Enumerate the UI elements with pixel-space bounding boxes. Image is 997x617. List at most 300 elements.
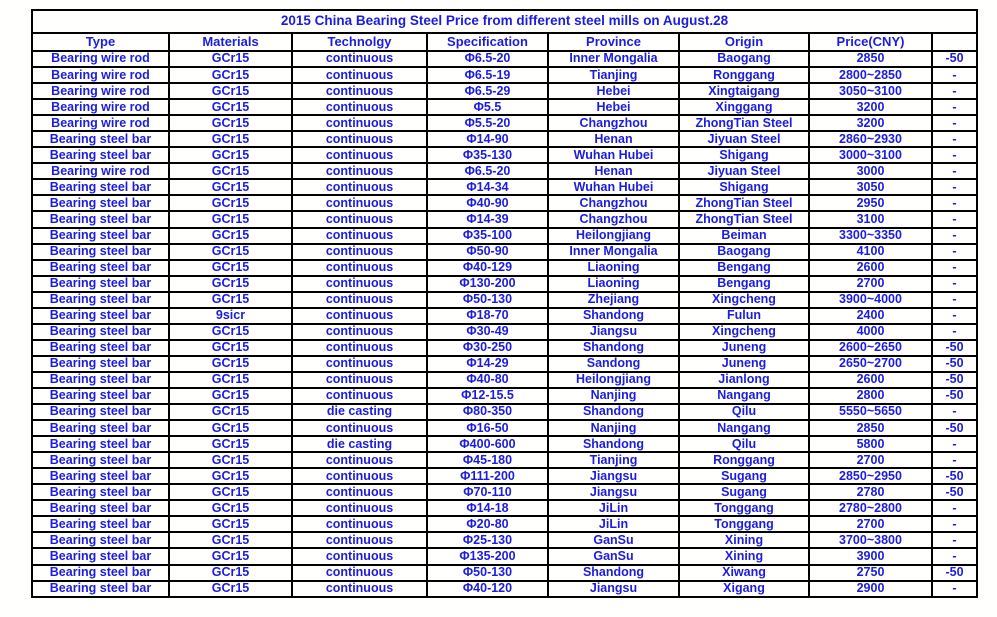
table-row: [32, 131, 977, 147]
table-cell: Φ50-130: [427, 292, 548, 308]
table-row: [32, 484, 977, 500]
table-cell: Juneng: [679, 356, 809, 372]
table-cell: Φ40-90: [427, 195, 548, 211]
table-cell: Henan: [548, 131, 679, 147]
table-row: [32, 340, 977, 356]
table-cell: Tianjing: [548, 67, 679, 83]
table-cell: Xinggang: [679, 99, 809, 115]
table-cell: Changzhou: [548, 211, 679, 227]
table-cell: Jianlong: [679, 372, 809, 388]
table-cell: GCr15: [169, 404, 292, 420]
column-header-province: Province: [548, 33, 679, 51]
table-row: [32, 452, 977, 468]
table-row: [32, 99, 977, 115]
table-row: [32, 179, 977, 195]
table-cell: Bearing steel bar: [32, 147, 169, 163]
table-cell: Φ35-130: [427, 147, 548, 163]
table-cell: Fulun: [679, 308, 809, 324]
column-header-technolgy: Technolgy: [292, 33, 427, 51]
table-cell: Bearing steel bar: [32, 484, 169, 500]
table-cell: Jiangsu: [548, 581, 679, 597]
table-cell: Wuhan Hubei: [548, 179, 679, 195]
table-cell: Nanjing: [548, 420, 679, 436]
table-cell: -: [932, 452, 977, 468]
table-cell: Jiyuan Steel: [679, 163, 809, 179]
table-cell: continuous: [292, 195, 427, 211]
table-cell: Ronggang: [679, 67, 809, 83]
column-header-materials: Materials: [169, 33, 292, 51]
table-cell: GCr15: [169, 179, 292, 195]
table-cell: Φ30-250: [427, 340, 548, 356]
table-cell: Shandong: [548, 308, 679, 324]
table-cell: 2650~2700: [809, 356, 932, 372]
table-cell: -: [932, 99, 977, 115]
table-cell: 2600: [809, 260, 932, 276]
table-row: [32, 565, 977, 581]
title-row: [32, 10, 977, 33]
table-cell: 2700: [809, 276, 932, 292]
table-cell: 3900: [809, 548, 932, 564]
column-header-type: Type: [32, 33, 169, 51]
table-cell: Φ16-50: [427, 420, 548, 436]
table-row: [32, 147, 977, 163]
table-cell: Bearing wire rod: [32, 115, 169, 131]
table-cell: -50: [932, 388, 977, 404]
table-cell: Φ12-15.5: [427, 388, 548, 404]
table-cell: JiLin: [548, 500, 679, 516]
table-row: [32, 581, 977, 597]
table-cell: Tonggang: [679, 516, 809, 532]
table-cell: continuous: [292, 565, 427, 581]
table-cell: Φ14-39: [427, 211, 548, 227]
table-cell: Shigang: [679, 179, 809, 195]
table-row: [32, 468, 977, 484]
table-cell: GCr15: [169, 436, 292, 452]
table-cell: Φ5.5-20: [427, 115, 548, 131]
table-cell: Bearing steel bar: [32, 468, 169, 484]
table-cell: -: [932, 308, 977, 324]
table-cell: Xigang: [679, 581, 809, 597]
table-row: [32, 83, 977, 99]
table-cell: GCr15: [169, 372, 292, 388]
table-cell: Inner Mongalia: [548, 244, 679, 260]
table-cell: 2600: [809, 372, 932, 388]
table-cell: 2400: [809, 308, 932, 324]
table-cell: Φ50-130: [427, 565, 548, 581]
table-cell: Shigang: [679, 147, 809, 163]
table-cell: Hebei: [548, 99, 679, 115]
table-row: [32, 163, 977, 179]
table-cell: Φ18-70: [427, 308, 548, 324]
table-cell: Heilongjiang: [548, 372, 679, 388]
table-cell: Bearing steel bar: [32, 356, 169, 372]
table-cell: -: [932, 292, 977, 308]
table-row: [32, 292, 977, 308]
table-cell: -: [932, 244, 977, 260]
table-cell: GCr15: [169, 388, 292, 404]
table-cell: -: [932, 131, 977, 147]
table-cell: 3200: [809, 99, 932, 115]
table-cell: GCr15: [169, 356, 292, 372]
table-cell: GCr15: [169, 51, 292, 67]
table-cell: GCr15: [169, 147, 292, 163]
table-cell: -: [932, 195, 977, 211]
table-cell: -: [932, 548, 977, 564]
table-cell: -50: [932, 565, 977, 581]
table-cell: Liaoning: [548, 276, 679, 292]
table-cell: Φ20-80: [427, 516, 548, 532]
table-cell: Xingtaigang: [679, 83, 809, 99]
table-cell: continuous: [292, 51, 427, 67]
column-header-specification: Specification: [427, 33, 548, 51]
table-cell: GCr15: [169, 67, 292, 83]
table-cell: -: [932, 436, 977, 452]
table-cell: Bearing steel bar: [32, 500, 169, 516]
table-row: [32, 228, 977, 244]
table-title: 2015 China Bearing Steel Price from different steel mills on August.28: [32, 10, 977, 33]
table-row: [32, 548, 977, 564]
table-cell: -50: [932, 356, 977, 372]
table-cell: GCr15: [169, 484, 292, 500]
table-cell: Bearing steel bar: [32, 581, 169, 597]
table-cell: GCr15: [169, 340, 292, 356]
table-cell: -50: [932, 420, 977, 436]
table-cell: -50: [932, 468, 977, 484]
table-cell: GanSu: [548, 548, 679, 564]
table-cell: Bearing steel bar: [32, 565, 169, 581]
table-row: [32, 372, 977, 388]
table-cell: continuous: [292, 308, 427, 324]
table-cell: Jiangsu: [548, 324, 679, 340]
table-cell: Bearing wire rod: [32, 51, 169, 67]
table-cell: continuous: [292, 260, 427, 276]
table-cell: JiLin: [548, 516, 679, 532]
table-row: [32, 324, 977, 340]
table-cell: Φ135-200: [427, 548, 548, 564]
table-cell: -: [932, 115, 977, 131]
table-cell: Xingcheng: [679, 324, 809, 340]
table-cell: Bearing steel bar: [32, 532, 169, 548]
table-row: [32, 195, 977, 211]
table-cell: 3200: [809, 115, 932, 131]
table-cell: Jiyuan Steel: [679, 131, 809, 147]
table-cell: continuous: [292, 548, 427, 564]
table-row: [32, 420, 977, 436]
table-cell: Bearing steel bar: [32, 276, 169, 292]
table-cell: continuous: [292, 484, 427, 500]
table-cell: GCr15: [169, 420, 292, 436]
table-cell: Φ400-600: [427, 436, 548, 452]
table-row: [32, 67, 977, 83]
table-cell: 2800~2850: [809, 67, 932, 83]
table-cell: GCr15: [169, 228, 292, 244]
table-row: [32, 356, 977, 372]
table-cell: Nangang: [679, 388, 809, 404]
table-cell: GCr15: [169, 99, 292, 115]
table-cell: -50: [932, 484, 977, 500]
table-cell: 3050: [809, 179, 932, 195]
table-row: [32, 516, 977, 532]
table-cell: GCr15: [169, 581, 292, 597]
table-cell: Φ45-180: [427, 452, 548, 468]
table-cell: Φ6.5-29: [427, 83, 548, 99]
table-cell: 2780~2800: [809, 500, 932, 516]
table-cell: continuous: [292, 340, 427, 356]
header-row: [32, 33, 977, 51]
table-body: [32, 51, 977, 597]
table-cell: -: [932, 276, 977, 292]
table-cell: Nangang: [679, 420, 809, 436]
table-cell: Bearing wire rod: [32, 163, 169, 179]
table-cell: -: [932, 404, 977, 420]
table-row: [32, 51, 977, 67]
table-cell: Bearing wire rod: [32, 83, 169, 99]
table-cell: Bearing steel bar: [32, 372, 169, 388]
table-cell: Φ130-200: [427, 276, 548, 292]
table-row: [32, 276, 977, 292]
table-cell: GCr15: [169, 532, 292, 548]
table-cell: Φ14-18: [427, 500, 548, 516]
table-cell: GCr15: [169, 548, 292, 564]
table-cell: Bearing steel bar: [32, 436, 169, 452]
table-cell: Qilu: [679, 436, 809, 452]
table-cell: Bearing steel bar: [32, 340, 169, 356]
table-cell: GCr15: [169, 565, 292, 581]
table-cell: Bearing steel bar: [32, 308, 169, 324]
table-cell: Shandong: [548, 436, 679, 452]
table-cell: Bearing wire rod: [32, 99, 169, 115]
table-cell: Shandong: [548, 340, 679, 356]
table-cell: Bearing steel bar: [32, 420, 169, 436]
table-cell: 2950: [809, 195, 932, 211]
table-cell: -: [932, 500, 977, 516]
table-cell: 2800: [809, 388, 932, 404]
table-cell: Liaoning: [548, 260, 679, 276]
table-cell: GCr15: [169, 115, 292, 131]
table-row: [32, 404, 977, 420]
table-cell: 2750: [809, 565, 932, 581]
table-cell: 2850: [809, 51, 932, 67]
table-cell: Sugang: [679, 484, 809, 500]
table-cell: -: [932, 324, 977, 340]
table-cell: GCr15: [169, 276, 292, 292]
table-cell: Changzhou: [548, 195, 679, 211]
column-header-blank: [932, 33, 977, 51]
table-cell: GCr15: [169, 324, 292, 340]
table-cell: continuous: [292, 99, 427, 115]
table-cell: continuous: [292, 115, 427, 131]
table-cell: Hebei: [548, 83, 679, 99]
table-cell: Φ40-80: [427, 372, 548, 388]
table-cell: Baogang: [679, 244, 809, 260]
table-cell: Bearing steel bar: [32, 324, 169, 340]
table-cell: GCr15: [169, 244, 292, 260]
table-cell: continuous: [292, 532, 427, 548]
table-row: [32, 388, 977, 404]
table-cell: Bearing steel bar: [32, 211, 169, 227]
table-cell: Nanjing: [548, 388, 679, 404]
table-cell: Bearing steel bar: [32, 228, 169, 244]
table-cell: Bearing steel bar: [32, 244, 169, 260]
table-cell: 4000: [809, 324, 932, 340]
table-row: [32, 211, 977, 227]
table-cell: GCr15: [169, 83, 292, 99]
table-cell: Bearing wire rod: [32, 67, 169, 83]
table-cell: Φ5.5: [427, 99, 548, 115]
table-cell: continuous: [292, 516, 427, 532]
table-cell: Φ14-90: [427, 131, 548, 147]
table-cell: Bearing steel bar: [32, 516, 169, 532]
table-cell: Φ25-130: [427, 532, 548, 548]
table-cell: Changzhou: [548, 115, 679, 131]
column-header-origin: Origin: [679, 33, 809, 51]
table-cell: GCr15: [169, 195, 292, 211]
table-cell: Bearing steel bar: [32, 452, 169, 468]
table-cell: 3000~3100: [809, 147, 932, 163]
table-cell: -50: [932, 340, 977, 356]
table-cell: ZhongTian Steel: [679, 115, 809, 131]
table-cell: Jiangsu: [548, 468, 679, 484]
table-cell: Φ6.5-20: [427, 51, 548, 67]
table-cell: GanSu: [548, 532, 679, 548]
table-cell: continuous: [292, 131, 427, 147]
table-cell: -: [932, 163, 977, 179]
table-cell: 3900~4000: [809, 292, 932, 308]
table-cell: Xining: [679, 548, 809, 564]
table-cell: Inner Mongalia: [548, 51, 679, 67]
table-cell: Φ50-90: [427, 244, 548, 260]
table-row: [32, 532, 977, 548]
table-cell: -: [932, 532, 977, 548]
table-cell: Wuhan Hubei: [548, 147, 679, 163]
table-cell: -50: [932, 372, 977, 388]
table-cell: Φ40-120: [427, 581, 548, 597]
table-cell: GCr15: [169, 163, 292, 179]
table-cell: die casting: [292, 404, 427, 420]
table-cell: Bearing steel bar: [32, 548, 169, 564]
table-cell: 5550~5650: [809, 404, 932, 420]
table-cell: continuous: [292, 67, 427, 83]
table-cell: Beiman: [679, 228, 809, 244]
table-cell: Henan: [548, 163, 679, 179]
table-row: [32, 115, 977, 131]
table-cell: Φ35-100: [427, 228, 548, 244]
table-cell: Φ6.5-20: [427, 163, 548, 179]
table-cell: continuous: [292, 244, 427, 260]
table-cell: Bearing steel bar: [32, 179, 169, 195]
table-cell: Zhejiang: [548, 292, 679, 308]
table-cell: GCr15: [169, 468, 292, 484]
table-cell: Sugang: [679, 468, 809, 484]
table-cell: continuous: [292, 83, 427, 99]
table-cell: continuous: [292, 228, 427, 244]
table-cell: -50: [932, 51, 977, 67]
table-cell: ZhongTian Steel: [679, 211, 809, 227]
table-cell: -: [932, 581, 977, 597]
table-cell: Heilongjiang: [548, 228, 679, 244]
table-cell: continuous: [292, 500, 427, 516]
table-cell: -: [932, 83, 977, 99]
table-cell: 3700~3800: [809, 532, 932, 548]
table-cell: Φ14-34: [427, 179, 548, 195]
table-cell: 2860~2930: [809, 131, 932, 147]
table-cell: Bengang: [679, 276, 809, 292]
table-cell: Φ40-129: [427, 260, 548, 276]
table-cell: continuous: [292, 276, 427, 292]
table-cell: Bearing steel bar: [32, 195, 169, 211]
table-cell: continuous: [292, 581, 427, 597]
table-cell: continuous: [292, 452, 427, 468]
table-cell: GCr15: [169, 500, 292, 516]
table-cell: -: [932, 147, 977, 163]
table-cell: GCr15: [169, 516, 292, 532]
table-cell: Bearing steel bar: [32, 131, 169, 147]
table-row: [32, 260, 977, 276]
table-cell: GCr15: [169, 292, 292, 308]
table-row: [32, 436, 977, 452]
table-cell: Bearing steel bar: [32, 388, 169, 404]
table-cell: 2600~2650: [809, 340, 932, 356]
table-cell: Ronggang: [679, 452, 809, 468]
table-cell: Qilu: [679, 404, 809, 420]
table-cell: Bearing steel bar: [32, 260, 169, 276]
table-cell: Tonggang: [679, 500, 809, 516]
table-cell: die casting: [292, 436, 427, 452]
table-cell: continuous: [292, 388, 427, 404]
table-cell: 2850: [809, 420, 932, 436]
table-cell: GCr15: [169, 260, 292, 276]
table-cell: GCr15: [169, 452, 292, 468]
table-cell: -: [932, 179, 977, 195]
table-cell: Sandong: [548, 356, 679, 372]
table-cell: 5800: [809, 436, 932, 452]
table-cell: Bengang: [679, 260, 809, 276]
table-cell: GCr15: [169, 131, 292, 147]
table-row: [32, 308, 977, 324]
column-header-price-cny: Price(CNY): [809, 33, 932, 51]
table-cell: -: [932, 228, 977, 244]
table-cell: 4100: [809, 244, 932, 260]
table-cell: continuous: [292, 372, 427, 388]
table-cell: continuous: [292, 324, 427, 340]
table-cell: Baogang: [679, 51, 809, 67]
table-row: [32, 244, 977, 260]
table-cell: Φ30-49: [427, 324, 548, 340]
table-cell: continuous: [292, 420, 427, 436]
table-cell: -: [932, 211, 977, 227]
table-cell: 3050~3100: [809, 83, 932, 99]
table-cell: Xiwang: [679, 565, 809, 581]
table-cell: continuous: [292, 147, 427, 163]
table-cell: Xining: [679, 532, 809, 548]
price-table: [31, 9, 978, 598]
table-cell: 3100: [809, 211, 932, 227]
table-cell: Φ6.5-19: [427, 67, 548, 83]
table-cell: Xingcheng: [679, 292, 809, 308]
table-cell: 9sicr: [169, 308, 292, 324]
table-cell: 2900: [809, 581, 932, 597]
table-cell: -: [932, 260, 977, 276]
table-row: [32, 500, 977, 516]
table-cell: 2780: [809, 484, 932, 500]
table-cell: continuous: [292, 292, 427, 308]
table-cell: continuous: [292, 179, 427, 195]
table-cell: continuous: [292, 356, 427, 372]
table-cell: Jiangsu: [548, 484, 679, 500]
table-cell: 3000: [809, 163, 932, 179]
table-cell: continuous: [292, 468, 427, 484]
table-cell: ZhongTian Steel: [679, 195, 809, 211]
